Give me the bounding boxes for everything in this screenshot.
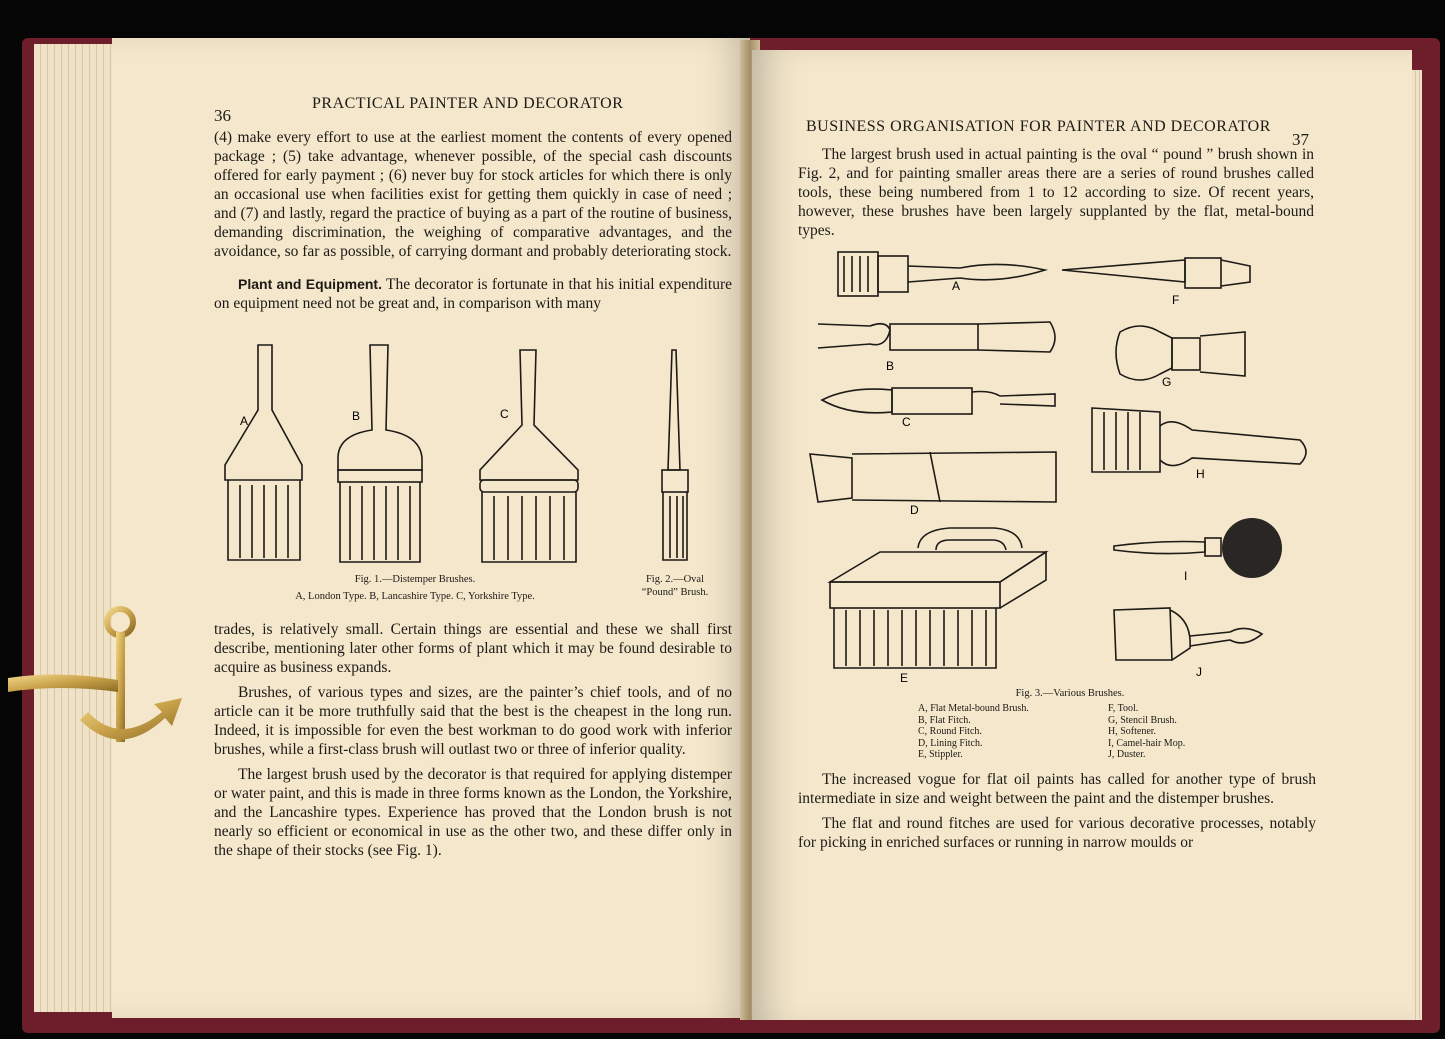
fig3-label-d: D [910, 503, 919, 517]
legend-item: F, Tool. [1108, 703, 1139, 714]
brush-oval-pound [662, 350, 688, 560]
fig3-label-c: C [902, 415, 911, 429]
fig1-caption-sub: A, London Type. B, Lancashire Type. C, Yorkshire Type. [295, 591, 535, 602]
left-para-1 [214, 128, 732, 319]
legend-item: D, Lining Fitch. [918, 737, 983, 749]
brush-b-flat-fitch [818, 322, 1055, 352]
left-para-3: trades, is relatively small. Certain things are essential and these we shall first describe, mentioning later other forms of plant which it may be found desirable to acquire as business expands. [214, 621, 732, 676]
fig1-caption [250, 573, 580, 603]
page-edges-left [34, 44, 114, 1012]
fig1-label-a: A [240, 414, 249, 428]
brush-a-flat-metal-bound [838, 252, 1045, 296]
fig3-legend-right [1108, 703, 1228, 761]
brush-d-lining-fitch [810, 452, 1056, 502]
brush-h-softener [1092, 408, 1306, 472]
left-running-head: PRACTICAL PAINTER AND DECORATOR [312, 95, 624, 112]
legend-item: C, Round Fitch. [918, 726, 982, 737]
fig3-label-e: E [900, 671, 909, 685]
brush-c-round-fitch [822, 388, 1055, 414]
left-page-number: 36 [214, 106, 231, 125]
right-page-number: 37 [1292, 130, 1309, 149]
right-para-3: The flat and round fitches are used for various decorative processes, notably for picking in enriched surfaces or running in narrow moulds or [798, 815, 1316, 851]
figure-1-distemper-brushes [220, 340, 720, 570]
legend-item: B, Flat Fitch. [918, 714, 971, 726]
legend-item: A, Flat Metal-bound Brush. [918, 703, 1029, 714]
brush-a-london [225, 345, 302, 560]
left-lower-text [214, 620, 732, 866]
right-para-2: The increased vogue for flat oil paints has called for another type of brush intermediate in size and weight between the paint and the distemper brushes. [798, 771, 1316, 807]
right-running-head: BUSINESS ORGANISATION FOR PAINTER AND DECORATOR [806, 118, 1271, 135]
brush-f-tool [1062, 258, 1250, 288]
fig3-label-f: F [1172, 293, 1180, 307]
legend-item: G, Stencil Brush. [1108, 714, 1177, 726]
fig1-label-c: C [500, 407, 509, 421]
brush-i-camel-hair-mop [1114, 518, 1282, 578]
right-lower-text [798, 770, 1316, 858]
fig2-caption: Fig. 2.—Oval “Pound” Brush. [641, 574, 709, 598]
brush-j-duster [1114, 608, 1262, 660]
fig3-label-i: I [1184, 569, 1188, 583]
left-para-4: Brushes, of various types and sizes, are the painter’s chief tools, and of no article can it be more truthfully said that the best is the cheapest in the long run. Indeed, it is impossible for even the best workman to do good work with inferior brushes, while a first-class brush will outlast two or three of inferior quality. [214, 684, 732, 758]
left-para-5: The largest brush used by the decorator is that required for applying distemper or water paint, and this is made in three forms known as the London, the Yorkshire, and the Lancashire types. Experience has proved that the London brush is not nearly so efficient or economical in use as the other two, and these differ only in the shape of their stocks (see Fig. 1). [214, 766, 732, 859]
fig3-label-h: H [1196, 467, 1205, 481]
fig3-label-j: J [1196, 665, 1202, 679]
right-para-1-text: The largest brush used in actual painting is the oval “ pound ” brush shown in Fig. 2, and for painting smaller areas there are a series of round brushes called tools, these being numbered from 1 to 12 according to size. Of recent years, however, these brushes have been largely supplanted by the flat, metal-bound types. [798, 146, 1314, 239]
right-para-1 [798, 145, 1314, 246]
subheading-plant: Plant and Equipment. [238, 276, 382, 292]
fig3-label-g: G [1162, 375, 1172, 389]
legend-item: J, Duster. [1108, 749, 1146, 760]
brush-c-yorkshire [480, 350, 578, 562]
figure-3-various-brushes [800, 240, 1320, 685]
brush-g-stencil [1116, 326, 1245, 380]
legend-item: I, Camel-hair Mop. [1108, 737, 1186, 749]
brush-e-stippler [830, 528, 1046, 668]
legend-item: E, Stippler. [918, 749, 963, 760]
fig1-caption-title: Fig. 1.—Distemper Brushes. [354, 574, 476, 585]
fig3-legend-left [918, 703, 1068, 761]
fig3-caption: Fig. 3.—Various Brushes. [1015, 688, 1125, 699]
fig3-label-b: B [886, 359, 895, 373]
left-para-2-text: The decorator is fortunate in that his initial expenditure on equipment need not be great and, in comparison with many [214, 276, 732, 312]
fig1-label-b: B [352, 409, 361, 423]
left-para-1-text: (4) make every effort to use at the earliest moment the contents of every opened package ; (5) take advantage, whenever possible, of the special cash discounts offered for early payment ; (6) never buy for stock articles for which there is only an occasional use when facilities exist for getting them quickly in case of need ; and (7) and lastly, regard the practice of buying as a part of the routine of business, demanding discrimination, the weighing of comparative advantages, and the avoidance, so far as possible, of carrying dormant and probably deteriorating stock. [214, 129, 732, 260]
left-para-2 [214, 275, 732, 313]
brush-b-lancashire [338, 345, 422, 562]
anchor-bookmark [0, 600, 200, 760]
fig3-label-a: A [952, 279, 961, 293]
legend-item: H, Softener. [1108, 726, 1157, 737]
